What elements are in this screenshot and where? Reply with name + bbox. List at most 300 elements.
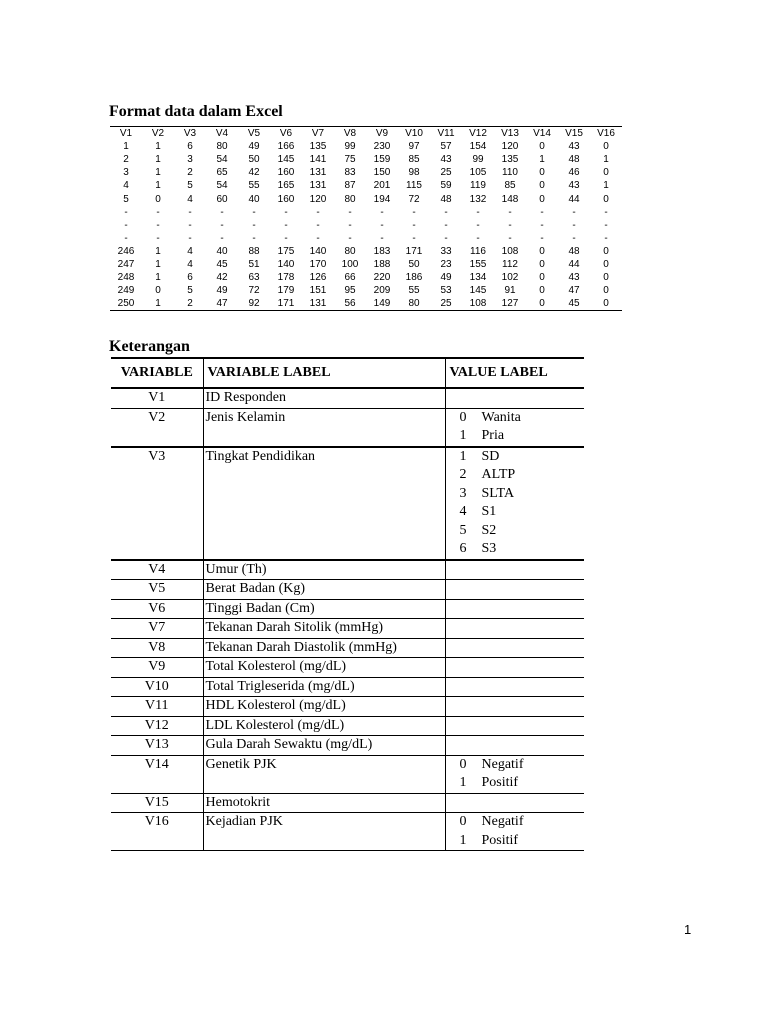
table-cell: 23 xyxy=(440,258,452,270)
table-cell: 49 xyxy=(216,285,228,297)
table-cell: - xyxy=(124,206,128,218)
table-cell: 54 xyxy=(216,154,228,166)
variable-label: ID Responden xyxy=(203,388,445,408)
table-cell: 2 xyxy=(123,154,129,166)
value-text: S2 xyxy=(481,522,497,538)
table-cell: 247 xyxy=(117,258,135,270)
table-cell: 80 xyxy=(398,297,430,311)
table-cell: - xyxy=(284,206,288,218)
variable-code: V15 xyxy=(111,793,203,813)
table-cell: - xyxy=(476,206,480,218)
variable-row xyxy=(111,755,584,793)
table-cell: 80 xyxy=(344,193,356,205)
table-cell: 100 xyxy=(341,258,359,270)
table-cell: 0 xyxy=(539,272,545,284)
value-text: S3 xyxy=(481,541,497,556)
table-cell: 102 xyxy=(501,272,519,284)
variable-header-row xyxy=(111,358,584,388)
table-cell: - xyxy=(444,206,448,218)
table-cell: 0 xyxy=(603,258,609,270)
variable-label: Tekanan Darah Sitolik (mmHg) xyxy=(203,619,445,639)
table-cell: 1 xyxy=(155,245,161,257)
column-header: V13 xyxy=(494,127,526,141)
table-cell: 51 xyxy=(248,258,260,270)
table-cell: - xyxy=(540,219,544,231)
value-labels xyxy=(445,599,584,619)
table-cell: - xyxy=(348,232,352,244)
table-cell: 209 xyxy=(373,285,391,297)
value-labels xyxy=(445,580,584,600)
table-cell: 188 xyxy=(373,258,391,270)
table-row xyxy=(110,179,622,192)
table-cell: 65 xyxy=(216,167,228,179)
variable-row xyxy=(111,736,584,756)
table-cell: 171 xyxy=(270,297,302,311)
variable-label: Berat Badan (Kg) xyxy=(203,580,445,600)
table-cell: 249 xyxy=(117,285,135,297)
table-cell: - xyxy=(220,232,224,244)
variable-code: V7 xyxy=(111,619,203,639)
value-label-item xyxy=(446,466,585,485)
variable-code: V3 xyxy=(111,447,203,560)
table-cell: - xyxy=(604,232,608,244)
table-cell: 48 xyxy=(568,245,580,257)
variable-label: Gula Darah Sewaktu (mg/dL) xyxy=(203,736,445,756)
column-header: V9 xyxy=(366,127,398,141)
value-label-item xyxy=(446,503,585,522)
table-cell: 92 xyxy=(238,297,270,311)
variable-row xyxy=(111,388,584,408)
table-cell: - xyxy=(252,206,256,218)
variable-code: V6 xyxy=(111,599,203,619)
table-cell: 5 xyxy=(187,180,193,192)
variable-row xyxy=(111,697,584,717)
value-labels xyxy=(445,793,584,813)
table-cell: 171 xyxy=(405,245,423,257)
table-row xyxy=(110,258,622,271)
table-cell: - xyxy=(284,219,288,231)
table-cell: - xyxy=(252,219,256,231)
table-cell: 131 xyxy=(309,180,327,192)
variable-code: V11 xyxy=(111,697,203,717)
value-labels xyxy=(445,619,584,639)
table-cell: 57 xyxy=(440,141,452,153)
table-cell: 105 xyxy=(469,167,487,179)
table-cell: - xyxy=(604,206,608,218)
table-cell: 120 xyxy=(309,193,327,205)
variable-row xyxy=(111,599,584,619)
column-header: V4 xyxy=(206,127,238,141)
variable-row xyxy=(111,658,584,678)
value-labels xyxy=(445,813,584,851)
value-code: 3 xyxy=(459,485,467,501)
table-cell: 0 xyxy=(603,285,609,297)
variable-label-table xyxy=(111,357,584,851)
value-text: ALTP xyxy=(481,467,516,482)
value-code: 6 xyxy=(459,541,467,556)
table-cell: 1 xyxy=(539,154,545,166)
table-cell: 6 xyxy=(187,272,193,284)
table-cell: 47 xyxy=(206,297,238,311)
table-row xyxy=(110,232,622,245)
table-cell: 40 xyxy=(248,193,260,205)
column-header: V15 xyxy=(558,127,590,141)
variable-code: V12 xyxy=(111,716,203,736)
table-cell: 134 xyxy=(469,272,487,284)
variable-label: LDL Kolesterol (mg/dL) xyxy=(203,716,445,736)
value-labels xyxy=(445,447,584,560)
table-cell: - xyxy=(412,206,416,218)
table-cell: 1 xyxy=(155,154,161,166)
variable-label: Tingkat Pendidikan xyxy=(203,447,445,560)
table-cell: 131 xyxy=(309,167,327,179)
variable-row xyxy=(111,638,584,658)
value-label-item xyxy=(446,427,585,446)
table-row xyxy=(110,192,622,205)
column-header: V2 xyxy=(142,127,174,141)
variable-code: V2 xyxy=(111,408,203,447)
table-cell: 33 xyxy=(440,245,452,257)
table-cell: 230 xyxy=(373,141,391,153)
table-cell: 43 xyxy=(568,272,580,284)
value-code: 2 xyxy=(459,467,467,482)
table-cell: - xyxy=(380,206,384,218)
table-cell: 250 xyxy=(110,297,142,311)
table-row xyxy=(110,166,622,179)
value-code: 0 xyxy=(459,756,467,772)
table-cell: - xyxy=(380,219,384,231)
table-cell: - xyxy=(540,232,544,244)
table-cell: 60 xyxy=(216,193,228,205)
table-row xyxy=(110,219,622,232)
table-cell: 1 xyxy=(155,167,161,179)
value-label-item xyxy=(446,448,585,467)
value-labels xyxy=(445,408,584,447)
column-header: V1 xyxy=(110,127,142,141)
table-cell: - xyxy=(572,206,576,218)
excel-data-table xyxy=(110,126,622,311)
table-cell: - xyxy=(284,232,288,244)
table-cell: 46 xyxy=(568,167,580,179)
table-cell: 0 xyxy=(539,180,545,192)
value-text: Pria xyxy=(481,428,505,443)
variable-code: V10 xyxy=(111,677,203,697)
column-header: V14 xyxy=(526,127,558,141)
table-cell: 0 xyxy=(590,297,622,311)
table-cell: 135 xyxy=(501,154,519,166)
table-cell: 135 xyxy=(309,141,327,153)
table-cell: - xyxy=(316,219,320,231)
value-text: Positif xyxy=(481,775,519,790)
table-cell: 72 xyxy=(248,285,260,297)
variable-code: V9 xyxy=(111,658,203,678)
column-header: V3 xyxy=(174,127,206,141)
variable-code: V4 xyxy=(111,560,203,580)
table-cell: 0 xyxy=(539,141,545,153)
table-cell: 97 xyxy=(408,141,420,153)
table-cell: - xyxy=(412,219,416,231)
table-cell: 91 xyxy=(504,285,516,297)
table-cell: 141 xyxy=(309,154,327,166)
table-cell: 95 xyxy=(344,285,356,297)
table-cell: 248 xyxy=(117,272,135,284)
table-cell: 45 xyxy=(558,297,590,311)
table-cell: 140 xyxy=(309,245,327,257)
value-label-item xyxy=(446,832,585,851)
value-text: SD xyxy=(481,448,500,464)
table-cell: - xyxy=(476,219,480,231)
data-header-row xyxy=(110,127,622,141)
table-cell: - xyxy=(156,219,160,231)
table-cell: 85 xyxy=(504,180,516,192)
table-cell: 220 xyxy=(373,272,391,284)
table-cell: 154 xyxy=(469,141,487,153)
value-code: 1 xyxy=(459,448,467,464)
table-cell: 0 xyxy=(539,245,545,257)
value-labels xyxy=(445,755,584,793)
table-row xyxy=(110,153,622,166)
table-cell: 165 xyxy=(277,180,295,192)
value-labels xyxy=(445,388,584,408)
table-cell: 42 xyxy=(248,167,260,179)
table-cell: - xyxy=(220,219,224,231)
table-cell: 47 xyxy=(568,285,580,297)
table-cell: 246 xyxy=(117,245,135,257)
table-cell: 120 xyxy=(501,141,519,153)
table-cell: 0 xyxy=(539,258,545,270)
table-cell: 183 xyxy=(373,245,391,257)
table-cell: - xyxy=(348,206,352,218)
variable-row xyxy=(111,619,584,639)
variable-label: Hemotokrit xyxy=(203,793,445,813)
table-cell: 1 xyxy=(155,180,161,192)
table-cell: 150 xyxy=(373,167,391,179)
table-cell: 50 xyxy=(248,154,260,166)
variable-row xyxy=(111,793,584,813)
table-cell: 145 xyxy=(277,154,295,166)
table-cell: - xyxy=(156,232,160,244)
table-cell: 186 xyxy=(405,272,423,284)
table-cell: 72 xyxy=(408,193,420,205)
table-cell: 43 xyxy=(440,154,452,166)
value-text: Wanita xyxy=(481,409,521,425)
table-cell: - xyxy=(604,219,608,231)
table-cell: 0 xyxy=(603,245,609,257)
variable-label: Tekanan Darah Diastolik (mmHg) xyxy=(203,638,445,658)
table-cell: 201 xyxy=(373,180,391,192)
column-header: V7 xyxy=(302,127,334,141)
table-cell: - xyxy=(540,206,544,218)
table-cell: 3 xyxy=(123,167,129,179)
table-cell: 56 xyxy=(334,297,366,311)
table-cell: - xyxy=(220,206,224,218)
table-cell: - xyxy=(476,232,480,244)
table-cell: 1 xyxy=(603,180,609,192)
table-cell: 0 xyxy=(603,193,609,205)
value-label-item xyxy=(446,756,585,775)
table-cell: 49 xyxy=(248,141,260,153)
value-label-item xyxy=(446,409,585,428)
variable-row xyxy=(111,408,584,447)
table-cell: - xyxy=(188,206,192,218)
table-cell: 6 xyxy=(187,141,193,153)
value-labels xyxy=(445,677,584,697)
table-cell: - xyxy=(572,232,576,244)
value-code: 1 xyxy=(459,832,467,848)
value-labels xyxy=(445,560,584,580)
variable-label: Genetik PJK xyxy=(203,755,445,793)
value-code: 1 xyxy=(459,775,467,790)
table-cell: 2 xyxy=(187,167,193,179)
table-cell: 1 xyxy=(603,154,609,166)
table-cell: 1 xyxy=(155,141,161,153)
table-cell: - xyxy=(444,219,448,231)
table-cell: - xyxy=(444,232,448,244)
variable-label: Kejadian PJK xyxy=(203,813,445,851)
table-cell: 5 xyxy=(187,285,193,297)
table-cell: 5 xyxy=(123,193,129,205)
table-cell: - xyxy=(412,232,416,244)
table-cell: 148 xyxy=(501,193,519,205)
table-row xyxy=(110,271,622,284)
column-header: V12 xyxy=(462,127,494,141)
table-cell: 40 xyxy=(216,245,228,257)
table-cell: - xyxy=(508,206,512,218)
table-cell: 87 xyxy=(344,180,356,192)
table-cell: 99 xyxy=(472,154,484,166)
table-cell: 4 xyxy=(187,193,193,205)
table-cell: - xyxy=(508,219,512,231)
value-label-item xyxy=(446,522,585,541)
table-cell: 44 xyxy=(568,193,580,205)
table-cell: 115 xyxy=(406,180,422,192)
table-cell: 0 xyxy=(539,167,545,179)
value-code: 1 xyxy=(459,428,467,443)
table-cell: - xyxy=(188,219,192,231)
table-cell: 48 xyxy=(568,154,580,166)
table-cell: 80 xyxy=(344,245,356,257)
variable-code: V1 xyxy=(111,388,203,408)
table-cell: 98 xyxy=(408,167,420,179)
table-cell: 44 xyxy=(568,258,580,270)
table-cell: 178 xyxy=(277,272,295,284)
value-labels xyxy=(445,638,584,658)
table-cell: 0 xyxy=(603,272,609,284)
variable-row xyxy=(111,813,584,851)
variable-row xyxy=(111,560,584,580)
table-cell: 194 xyxy=(373,193,391,205)
table-cell: 59 xyxy=(440,180,452,192)
table-cell: 4 xyxy=(123,180,129,192)
table-cell: - xyxy=(124,232,128,244)
value-text: S1 xyxy=(481,504,497,519)
value-code: 5 xyxy=(459,522,467,538)
variable-label: Tinggi Badan (Cm) xyxy=(203,599,445,619)
column-header: V11 xyxy=(430,127,462,141)
table-cell: 145 xyxy=(469,285,487,297)
table-cell: 43 xyxy=(568,180,580,192)
value-label-item xyxy=(446,813,585,832)
variable-code: V16 xyxy=(111,813,203,851)
table-cell: 43 xyxy=(568,141,580,153)
table-cell: 25 xyxy=(430,297,462,311)
table-cell: - xyxy=(572,219,576,231)
variable-row xyxy=(111,580,584,600)
table-cell: 110 xyxy=(502,167,518,179)
column-header: V16 xyxy=(590,127,622,141)
table-row xyxy=(110,206,622,219)
variable-label: Total Kolesterol (mg/dL) xyxy=(203,658,445,678)
table-cell: - xyxy=(188,232,192,244)
value-text: Negatif xyxy=(481,756,524,772)
value-text: Positif xyxy=(481,832,519,848)
variable-row xyxy=(111,447,584,560)
value-text: SLTA xyxy=(481,485,515,501)
value-labels xyxy=(445,697,584,717)
table-cell: 0 xyxy=(155,285,161,297)
table-cell: 80 xyxy=(216,141,228,153)
table-cell: 1 xyxy=(155,272,161,284)
table-cell: - xyxy=(124,219,128,231)
table-cell: - xyxy=(348,219,352,231)
table-cell: 55 xyxy=(408,285,420,297)
table-cell: 53 xyxy=(440,285,452,297)
table-cell: 155 xyxy=(469,258,487,270)
table-cell: 0 xyxy=(539,193,545,205)
header-value-label: VALUE LABEL xyxy=(445,358,584,388)
table-cell: 2 xyxy=(174,297,206,311)
table-cell: 166 xyxy=(277,141,295,153)
column-header: V10 xyxy=(398,127,430,141)
value-label-item xyxy=(446,540,585,559)
table-cell: 48 xyxy=(440,193,452,205)
table-cell: 119 xyxy=(470,180,486,192)
table-row xyxy=(110,140,622,153)
table-cell: 66 xyxy=(344,272,356,284)
table-row xyxy=(110,245,622,258)
table-cell: 159 xyxy=(373,154,391,166)
variable-code: V5 xyxy=(111,580,203,600)
table-row xyxy=(110,284,622,297)
table-cell: 116 xyxy=(470,245,486,257)
table-cell: 0 xyxy=(539,285,545,297)
table-cell: 42 xyxy=(216,272,228,284)
variable-label: Umur (Th) xyxy=(203,560,445,580)
value-code: 4 xyxy=(459,504,467,519)
table-cell: 170 xyxy=(309,258,327,270)
table-cell: 4 xyxy=(187,245,193,257)
table-cell: 45 xyxy=(216,258,228,270)
table-row xyxy=(110,297,622,311)
table-cell: 85 xyxy=(408,154,420,166)
table-cell: 108 xyxy=(501,245,519,257)
value-code: 0 xyxy=(459,409,467,425)
table-cell: 149 xyxy=(366,297,398,311)
table-cell: 55 xyxy=(248,180,260,192)
table-cell: 112 xyxy=(502,258,518,270)
excel-format-heading: Format data dalam Excel xyxy=(109,103,283,120)
page-number: 1 xyxy=(684,922,692,937)
value-labels xyxy=(445,658,584,678)
table-cell: 126 xyxy=(309,272,327,284)
variable-code: V13 xyxy=(111,736,203,756)
table-cell: 88 xyxy=(248,245,260,257)
table-cell: 108 xyxy=(462,297,494,311)
table-cell: 160 xyxy=(277,193,295,205)
table-cell: - xyxy=(316,232,320,244)
table-cell: 83 xyxy=(344,167,356,179)
variable-code: V14 xyxy=(111,755,203,793)
